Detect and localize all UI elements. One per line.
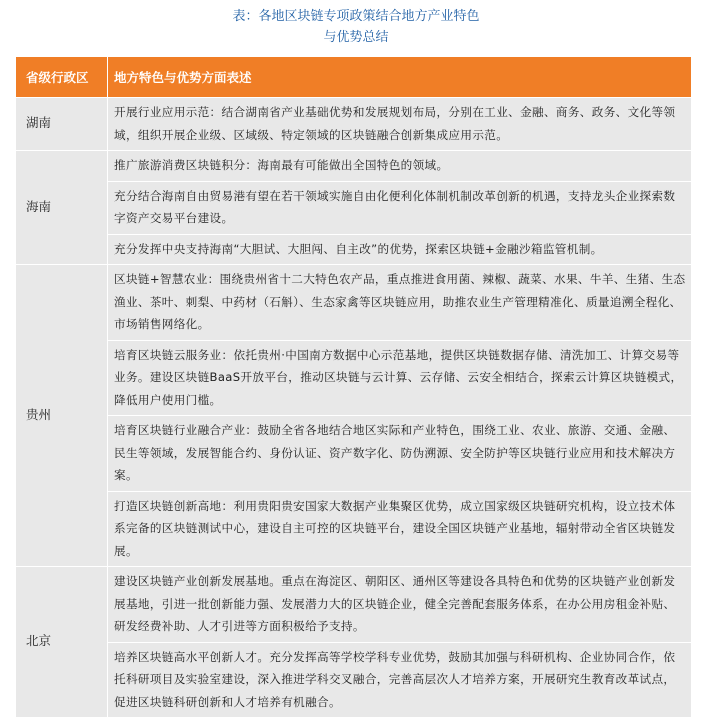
- table-row: [16, 567, 692, 643]
- description-cell: 开展行业应用示范：结合湖南省产业基础优势和发展规划布局，分别在工业、金融、商务、政务、文化等领域，组织开展企业级、区域级、特定领域的区块链融合创新集成应用示范。: [108, 98, 692, 151]
- region-hainan: 海南: [16, 151, 108, 265]
- header-description: 地方特色与优势方面表述: [108, 57, 692, 98]
- description-cell: 推广旅游消费区块链积分：海南最有可能做出全国特色的领域。: [108, 151, 692, 182]
- policy-table: [15, 56, 692, 718]
- table-row: [16, 98, 692, 151]
- table-row: [16, 416, 692, 492]
- description-cell: 打造区块链创新高地：利用贵阳贵安国家大数据产业集聚区优势，成立国家级区块链研究机构，设立技术体系完备的区块链测试中心，建设自主可控的区块链平台，建设全国区块链产业基地，辐射带动全省区块链发展。: [108, 491, 692, 567]
- table-row: [16, 340, 692, 416]
- table-row: [16, 234, 692, 265]
- description-cell: 区块链+智慧农业：围绕贵州省十二大特色农产品，重点推进食用菌、辣椒、蔬菜、水果、牛羊、生猪、生态渔业、茶叶、刺梨、中药材（石斛）、生态家禽等区块链应用，助推农业生产管理精准化、质量追溯全程化、市场销售网络化。: [108, 265, 692, 341]
- header-row: [16, 57, 692, 98]
- table-row: [16, 491, 692, 567]
- table-row: [16, 642, 692, 718]
- description-cell: 充分发挥中央支持海南“大胆试、大胆闯、自主改”的优势，探索区块链+金融沙箱监管机制。: [108, 234, 692, 265]
- description-cell: 培育区块链行业融合产业：鼓励全省各地结合地区实际和产业特色，围绕工业、农业、旅游、交通、金融、民生等领域，发展智能合约、身份认证、资产数字化、防伪溯源、安全防护等区块链行业应用和技术解决方案。: [108, 416, 692, 492]
- table-row: [16, 151, 692, 182]
- caption-line-1: 表：各地区块链专项政策结合地方产业特色: [232, 9, 480, 24]
- description-cell: 充分结合海南自由贸易港有望在若干领域实施自由化便利化体制机制改革创新的机遇，支持龙头企业探索数字资产交易平台建设。: [108, 181, 692, 234]
- header-province: 省级行政区: [16, 57, 108, 98]
- table-row: [16, 181, 692, 234]
- caption-line-2: 与优势总结: [323, 30, 389, 45]
- description-cell: 建设区块链产业创新发展基地。重点在海淀区、朝阳区、通州区等建设各具特色和优势的区块链产业创新发展基地，引进一批创新能力强、发展潜力大的区块链企业，健全完善配套服务体系，在办公用房租金补贴、研发经费补助、人才引进等方面积极给予支持。: [108, 567, 692, 643]
- region-hunan: 湖南: [16, 98, 108, 151]
- region-guizhou: 贵州: [16, 265, 108, 567]
- description-cell: 培育区块链云服务业：依托贵州·中国南方数据中心示范基地，提供区块链数据存储、清洗加工、计算交易等业务。建设区块链BaaS开放平台，推动区块链与云计算、云存储、云安全相结合，探索云计算区块链模式，降低用户使用门槛。: [108, 340, 692, 416]
- table-row: [16, 265, 692, 341]
- region-beijing: 北京: [16, 567, 108, 718]
- description-cell: 培养区块链高水平创新人才。充分发挥高等学校学科专业优势，鼓励其加强与科研机构、企业协同合作，依托科研项目及实验室建设，深入推进学科交叉融合，完善高层次人才培养方案，开展研究生教育改革试点，促进区块链科研创新和人才培养有机融合。: [108, 642, 692, 718]
- table-caption: [0, 0, 712, 50]
